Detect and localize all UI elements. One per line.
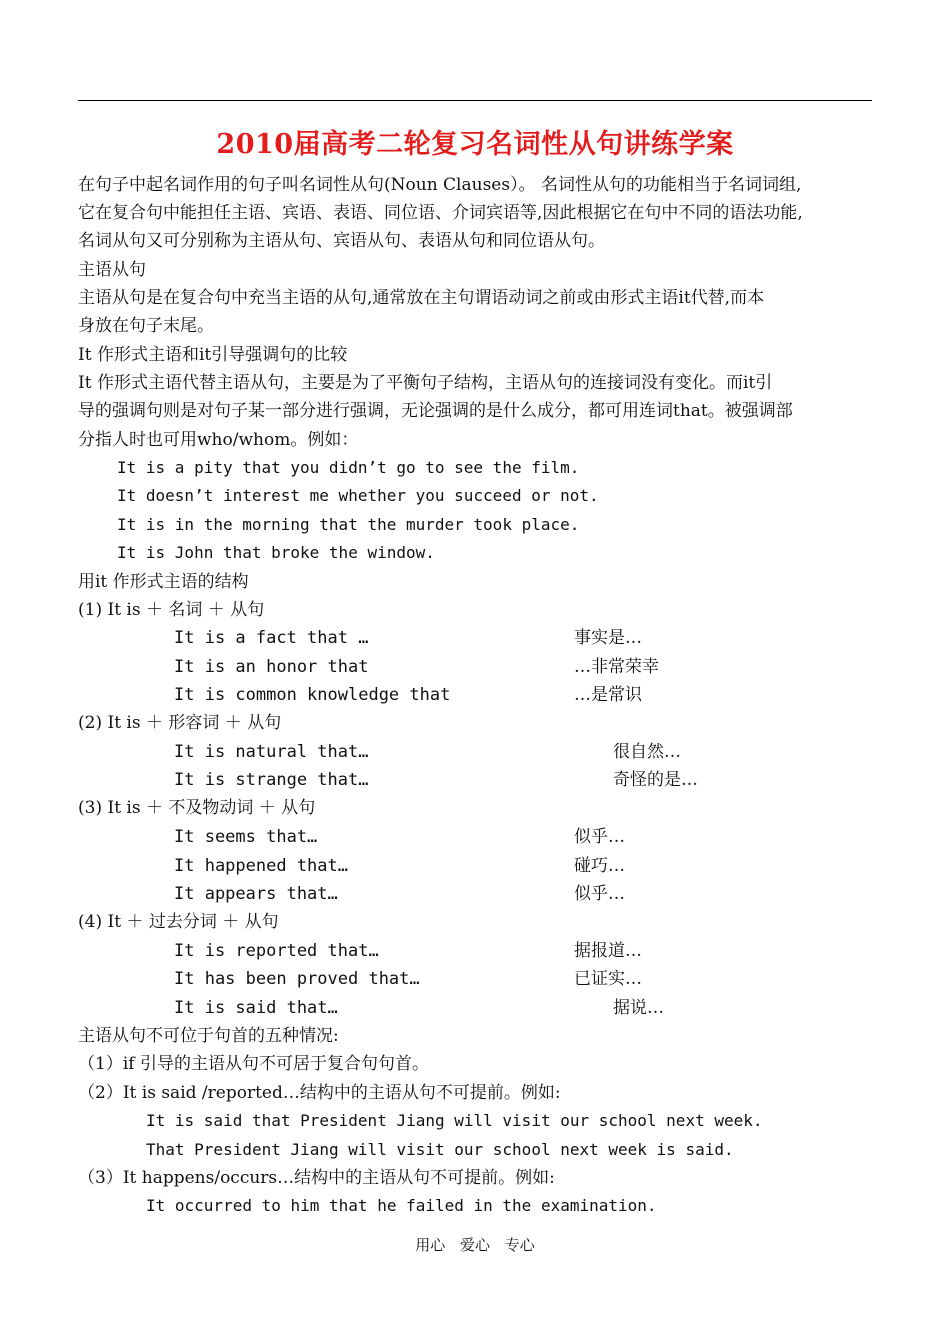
pattern-header: (4) It ＋ 过去分词 ＋ 从句: [78, 912, 279, 932]
pattern-example-en: It is a fact that …: [174, 628, 369, 648]
pattern-example-en: It is common knowledge that: [174, 685, 451, 705]
pattern-header: (2) It is ＋ 形容词 ＋ 从句: [78, 713, 282, 733]
pattern-example-en: It happened that…: [174, 856, 348, 876]
intro-line: 它在复合句中能担任主语、宾语、表语、同位语、介词宾语等,因此根据它在句中不同的语法功能,: [78, 203, 803, 223]
case-item: （1）if 引导的主语从句不可居于复合句句首。: [78, 1054, 429, 1074]
page-title: 2010届高考二轮复习名词性从句讲练学案: [216, 129, 734, 160]
pattern-example-cn: …是常识: [574, 685, 642, 705]
pattern-header: (1) It is ＋ 名词 ＋ 从句: [78, 600, 265, 620]
compare-desc-line: It 作形式主语代替主语从句，主要是为了平衡句子结构，主语从句的连接词没有变化。而it引: [78, 373, 773, 393]
page-footer: 用心 爱心 专心: [415, 1236, 535, 1254]
pattern-example-cn: 已证实…: [574, 969, 642, 989]
pattern-example-en: It is an honor that: [174, 657, 369, 677]
compare-heading: It 作形式主语和it引导强调句的比较: [78, 345, 348, 365]
pattern-example-cn: 据报道…: [574, 941, 642, 961]
subject-desc-line: 身放在句子末尾。: [78, 316, 214, 336]
intro-line: 在句子中起名词作用的句子叫名词性从句(Noun Clauses）。 名词性从句的功能相当于名词词组,: [78, 175, 802, 195]
pattern-example-cn: 很自然…: [613, 742, 681, 762]
pattern-example-en: It seems that…: [174, 827, 318, 847]
pattern-example-cn: 事实是…: [574, 628, 642, 648]
pattern-header: (3) It is ＋ 不及物动词 ＋ 从句: [78, 798, 316, 818]
compare-desc-line: 导的强调句则是对句子某一部分进行强调，无论强调的是什么成分，都可用连词that。被强调部: [78, 401, 793, 421]
case-example: That President Jiang will visit our school next week is said.: [146, 1140, 734, 1159]
example-sentence: It is John that broke the window.: [117, 543, 435, 562]
intro-line: 名词从句又可分别称为主语从句、宾语从句、表语从句和同位语从句。: [78, 231, 605, 251]
five-cases-heading: 主语从句不可位于句首的五种情况:: [78, 1026, 339, 1046]
pattern-example-en: It is strange that…: [174, 770, 369, 790]
pattern-example-cn: 据说…: [613, 998, 664, 1018]
example-sentence: It is a pity that you didn’t go to see the film.: [117, 458, 580, 477]
case-item: （3）It happens/occurs…结构中的主语从句不可提前。例如:: [78, 1168, 555, 1188]
case-item: （2）It is said /reported…结构中的主语从句不可提前。例如:: [78, 1083, 561, 1103]
pattern-example-en: It is reported that…: [174, 941, 379, 961]
case-example: It is said that President Jiang will visit our school next week.: [146, 1111, 763, 1130]
pattern-example-en: It is natural that…: [174, 742, 369, 762]
pattern-example-en: It is said that…: [174, 998, 338, 1018]
example-sentence: It doesn’t interest me whether you succeed or not.: [117, 486, 599, 505]
compare-desc-line: 分指人时也可用who/whom。例如：: [78, 430, 359, 450]
subject-desc-line: 主语从句是在复合句中充当主语的从句,通常放在主句谓语动词之前或由形式主语it代替,而本: [78, 288, 765, 308]
pattern-example-cn: …非常荣幸: [574, 657, 659, 677]
example-sentence: It is in the morning that the murder took place.: [117, 515, 580, 534]
header-rule: [78, 100, 872, 101]
pattern-example-cn: 碰巧…: [574, 856, 625, 876]
pattern-example-en: It has been proved that…: [174, 969, 420, 989]
pattern-example-cn: 奇怪的是…: [613, 770, 698, 790]
section-heading-subject: 主语从句: [78, 260, 146, 280]
pattern-example-en: It appears that…: [174, 884, 338, 904]
pattern-example-cn: 似乎…: [574, 884, 625, 904]
pattern-example-cn: 似乎…: [574, 827, 625, 847]
case-example: It occurred to him that he failed in the examination.: [146, 1196, 657, 1215]
structure-heading: 用it 作形式主语的结构: [78, 572, 249, 592]
